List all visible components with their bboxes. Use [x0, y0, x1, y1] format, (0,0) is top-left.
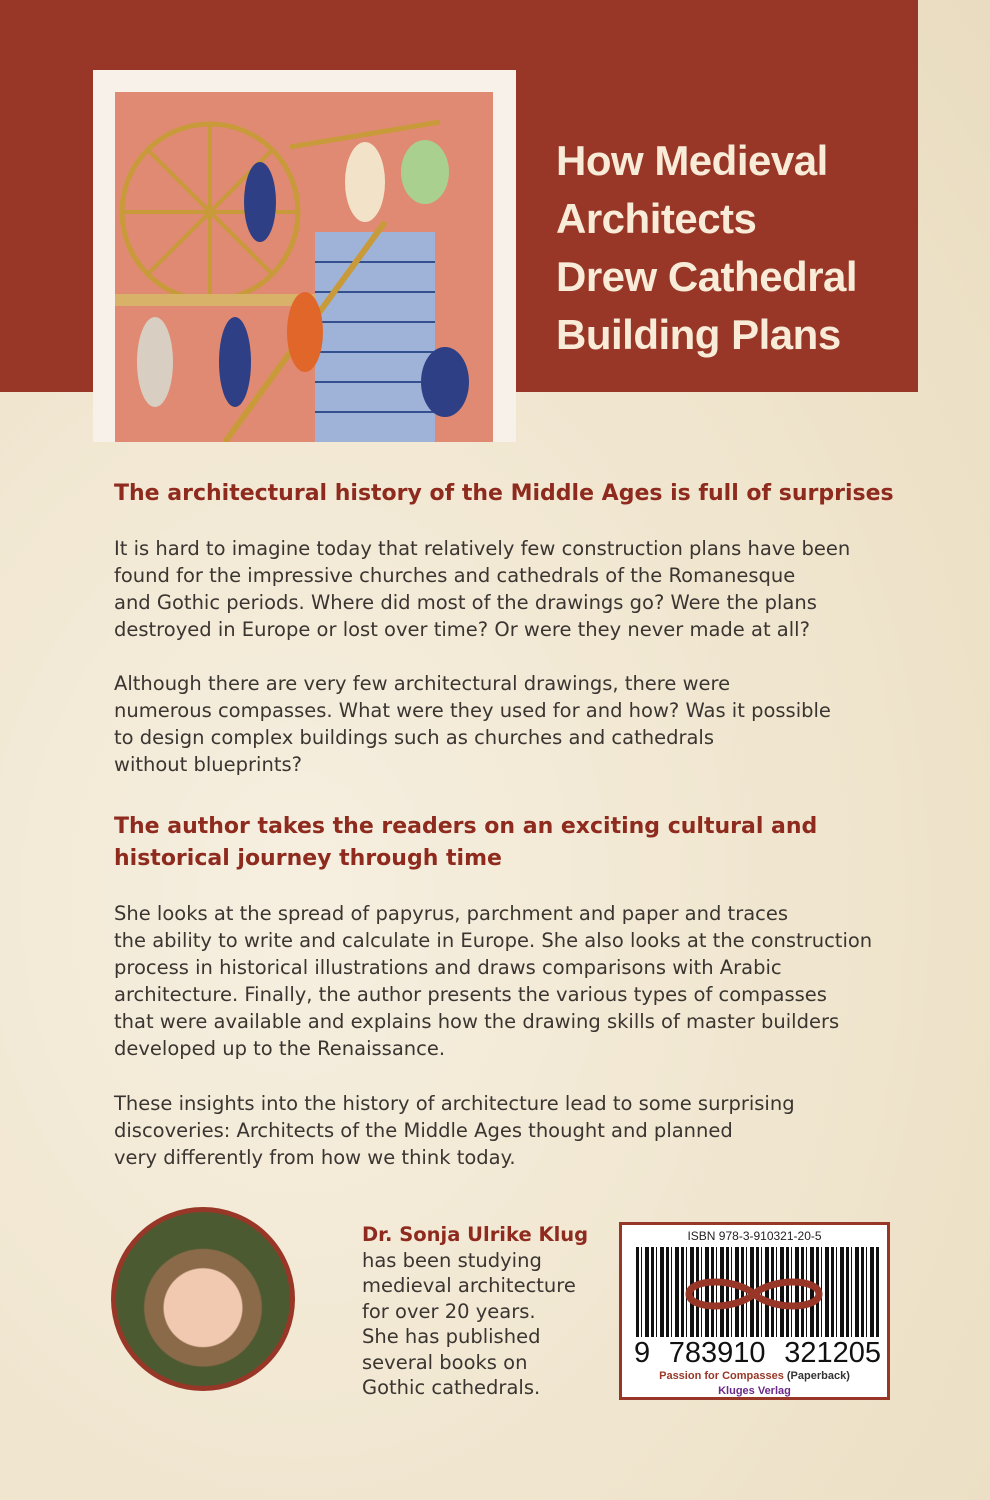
text-line: that were available and explains how the drawing skills of master builders: [114, 1010, 840, 1033]
title-line: Drew Cathedral: [556, 253, 858, 300]
digit-group: 321205: [784, 1337, 881, 1369]
book-title: [556, 132, 857, 364]
heading-surprises: The architectural history of the Middle Ages is full of surprises: [114, 481, 894, 506]
text-line: She looks at the spread of papyrus, parchment and paper and traces: [114, 902, 789, 925]
text-line: destroyed in Europe or lost over time? Or were they never made at all?: [114, 618, 810, 641]
author-name: Dr. Sonja Ulrike Klug: [362, 1223, 589, 1246]
text-line: These insights into the history of architecture lead to some surprising: [114, 1092, 795, 1115]
heading-line: The author takes the readers on an exciting cultural and: [114, 814, 818, 839]
barcode-digits: [630, 1337, 885, 1370]
author-bio: [362, 1222, 588, 1401]
author-photo: [111, 1207, 295, 1391]
bio-line: for over 20 years.: [362, 1299, 536, 1323]
text-line: found for the impressive churches and cathedrals of the Romanesque: [114, 564, 796, 587]
bio-line: She has published: [362, 1325, 541, 1348]
publisher-name: Kluges Verlag: [718, 1385, 791, 1397]
paragraph-content: [114, 900, 872, 1062]
text-line: developed up to the Renaissance.: [114, 1037, 446, 1060]
text-line: discoveries: Architects of the Middle Ages thought and planned: [114, 1119, 733, 1142]
bio-line: several books on: [362, 1350, 528, 1374]
heading-journey: [114, 811, 817, 875]
isbn-text: ISBN 978-3-910321-20-5: [687, 1229, 822, 1243]
format-label: (Paperback): [786, 1370, 850, 1382]
bio-line: Gothic cathedrals.: [362, 1376, 541, 1399]
paragraph-insights: [114, 1090, 795, 1171]
title-line: Architects: [556, 195, 757, 242]
text-line: numerous compasses. What were they used for and how? Was it possible: [114, 699, 831, 722]
title-line: How Medieval: [556, 137, 828, 184]
text-line: without blueprints?: [114, 753, 302, 776]
title-line: Building Plans: [556, 311, 841, 358]
infinity-logo-icon: [684, 1277, 824, 1311]
text-line: It is hard to imagine today that relatively few construction plans have been: [114, 537, 851, 560]
paragraph-plans: [114, 535, 850, 643]
bio-line: medieval architecture: [362, 1274, 576, 1297]
text-line: and Gothic periods. Where did most of the drawings go? Were the plans: [114, 591, 817, 614]
isbn-barcode: [619, 1222, 890, 1400]
text-line: Although there are very few architectural drawings, there were: [114, 672, 731, 695]
heading-line: historical journey through time: [114, 846, 502, 871]
text-line: the ability to write and calculate in Europe. She also looks at the construction: [114, 929, 873, 952]
text-line: process in historical illustrations and draws comparisons with Arabic: [114, 956, 782, 979]
series-label: [622, 1370, 887, 1382]
text-line: architecture. Finally, the author presents the various types of compasses: [114, 983, 827, 1006]
medieval-construction-illustration: [115, 92, 493, 442]
digit-group: 9: [634, 1337, 651, 1369]
text-line: very differently from how we think today.: [114, 1146, 516, 1169]
series-name: Passion for Compasses: [659, 1370, 784, 1382]
digit-group: 783910: [668, 1337, 766, 1369]
text-line: to design complex buildings such as churches and cathedrals: [114, 726, 715, 749]
bio-line: has been studying: [362, 1248, 542, 1272]
paragraph-compasses: [114, 670, 831, 778]
